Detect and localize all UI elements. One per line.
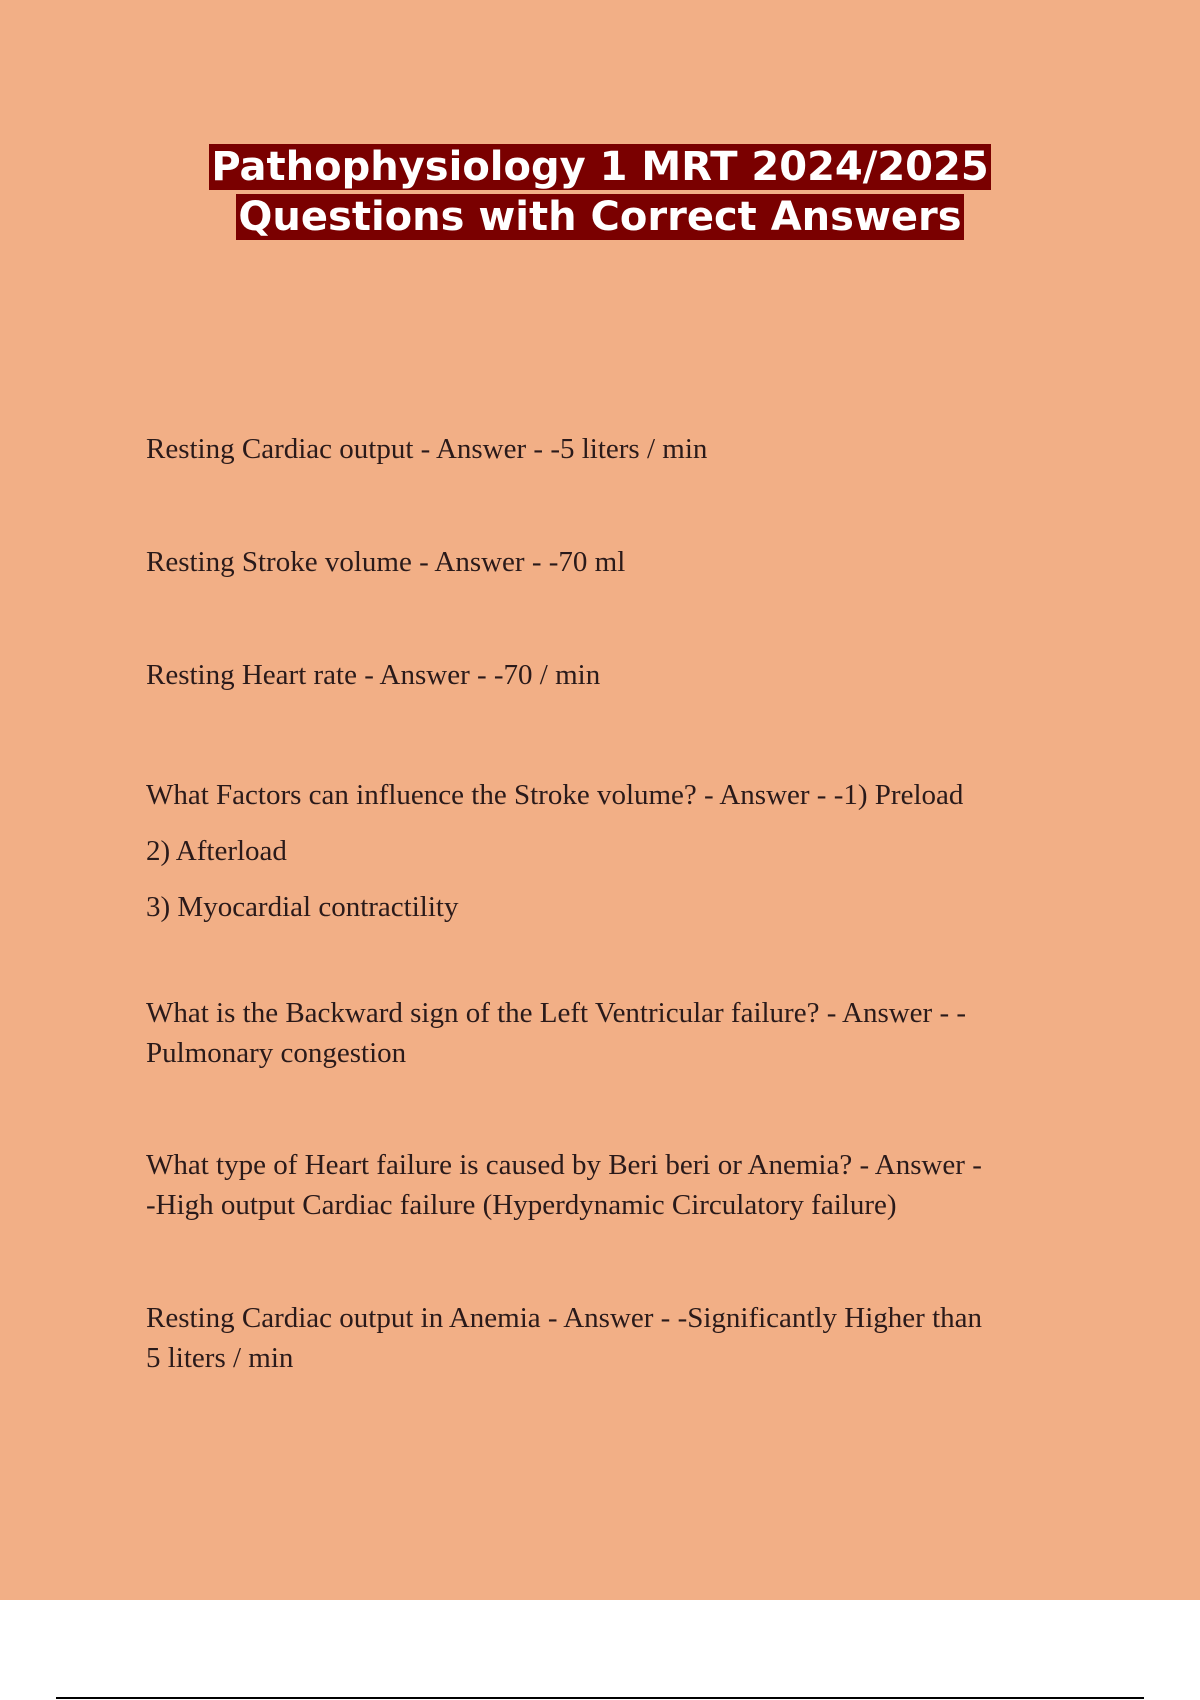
qa-text-line2: 5 liters / min (146, 1342, 294, 1374)
qa-text-line1: What is the Backward sign of the Left Ventricular failure? - Answer - - (146, 997, 967, 1029)
qa-text: Resting Stroke volume - Answer - -70 ml (146, 546, 626, 578)
qa-item-backward-sign (146, 993, 1086, 1073)
qa-item-anemia-cardiac-output (146, 1298, 1086, 1378)
qa-text: Resting Heart rate - Answer - -70 / min (146, 659, 601, 691)
footer-divider (56, 1697, 1144, 1699)
qa-item-resting-cardiac-output (146, 429, 1086, 469)
qa-text-line1: Resting Cardiac output in Anemia - Answer - -Significantly Higher than (146, 1302, 983, 1334)
qa-text: Resting Cardiac output - Answer - -5 liters / min (146, 433, 708, 465)
qa-item-resting-heart-rate (146, 655, 1086, 695)
qa-item-resting-stroke-volume (146, 542, 1086, 582)
title-line-2: Questions with Correct Answers (238, 194, 962, 240)
title-line-1: Pathophysiology 1 MRT 2024/2025 (211, 144, 989, 190)
qa-text-line2: Pulmonary congestion (146, 1037, 407, 1069)
qa-text-line1: What type of Heart failure is caused by Beri beri or Anemia? - Answer - (146, 1149, 982, 1181)
qa-list-item-contractility: 3) Myocardial contractility (146, 891, 459, 923)
qa-text: What Factors can influence the Stroke volume? - Answer - -1) Preload (146, 779, 964, 811)
qa-list-item-afterload: 2) Afterload (146, 835, 287, 867)
qa-item-stroke-volume-factors (146, 767, 1086, 935)
qa-text-line2: -High output Cardiac failure (Hyperdynamic Circulatory failure) (146, 1189, 897, 1221)
page-title (0, 142, 1200, 242)
qa-item-high-output-failure (146, 1145, 1086, 1225)
